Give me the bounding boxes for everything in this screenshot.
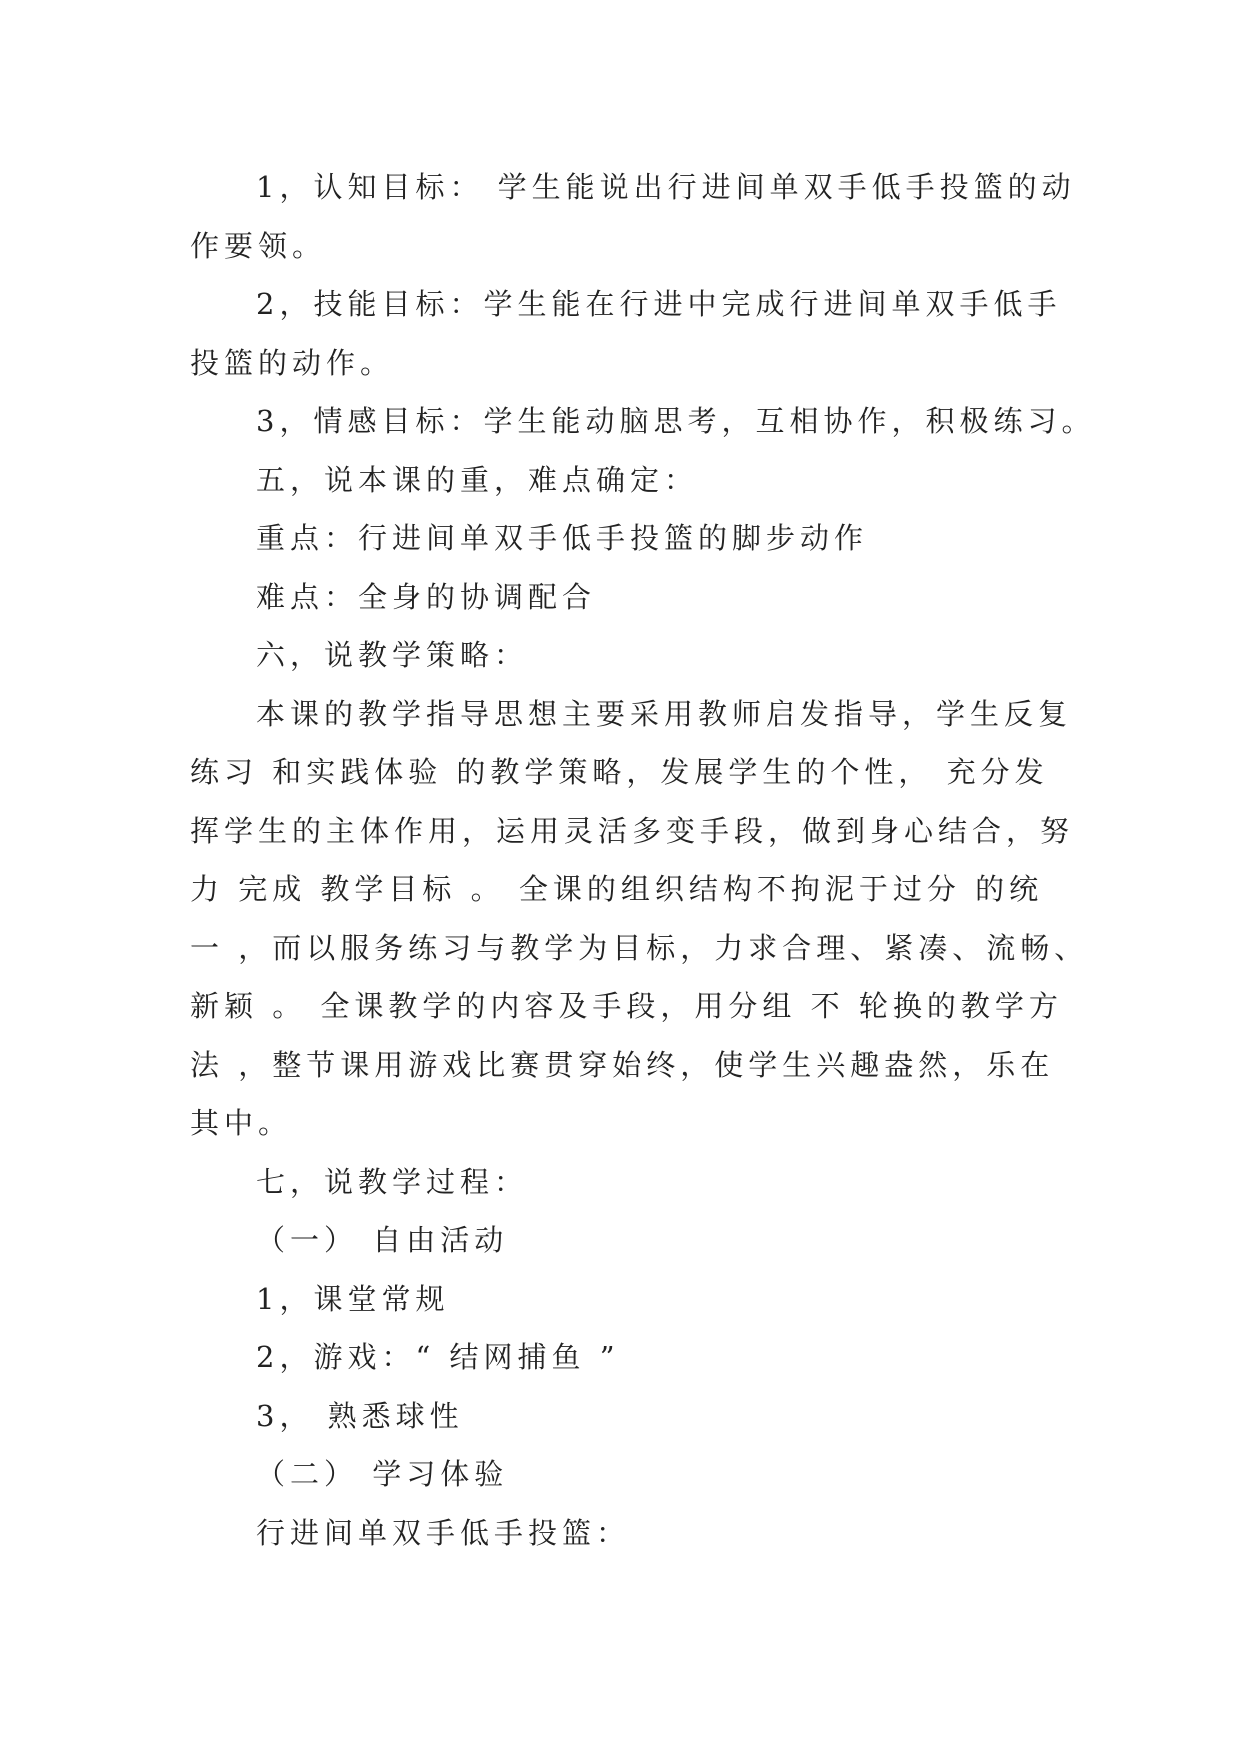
paragraph-line: 2，技能目标：学生能在行进中完成行进间单双手低手 [256, 287, 1062, 321]
subsection-heading: （一） 自由活动 [256, 1223, 509, 1257]
section-heading: 五，说本课的重，难点确定： [256, 462, 699, 497]
document-body [190, 158, 1096, 1562]
paragraph-line: 新颖 。 全课教学的内容及手段，用分组 不 轮换的教学方 [190, 989, 1063, 1023]
paragraph-line: 作要领。 [190, 228, 327, 263]
paragraph-line: 行进间单双手低手投篮： [256, 1515, 631, 1550]
paragraph-line: 3，情感目标：学生能动脑思考，互相协作，积极练习。 [256, 404, 1096, 438]
paragraph-line: 法 ，整节课用游戏比赛贯穿始终，使学生兴趣盎然，乐在 [190, 1047, 1055, 1082]
paragraph-line: 投篮的动作。 [190, 345, 395, 380]
paragraph-line: 本课的教学指导思想主要采用教师启发指导，学生反复 [256, 696, 1073, 731]
section-heading: 七，说教学过程： [256, 1164, 529, 1199]
subsection-heading: （二） 学习体验 [256, 1457, 509, 1491]
list-item: 2，游戏：“ 结网捕鱼 ” [256, 1340, 620, 1374]
paragraph-line: 重点：行进间单双手低手投篮的脚步动作 [256, 521, 869, 555]
paragraph-line: 其中。 [190, 1106, 293, 1140]
paragraph-line: 1，认知目标： 学生能说出行进间单双手低手投篮的动 [256, 170, 1076, 204]
list-item: 3， 熟悉球性 [256, 1398, 464, 1433]
paragraph-line: 练习 和实践体验 的教学策略，发展学生的个性， 充分发 [190, 755, 1049, 789]
paragraph-line: 一 ，而以服务练习与教学为目标，力求合理、紧凑、流畅、 [190, 930, 1089, 965]
list-item: 1，课堂常规 [256, 1281, 450, 1316]
paragraph-line: 力 完成 教学目标 。 全课的组织结构不拘泥于过分 的统 [190, 872, 1044, 906]
section-heading: 六，说教学策略： [256, 638, 529, 672]
paragraph-line: 难点：全身的协调配合 [256, 579, 597, 614]
paragraph-line: 挥学生的主体作用，运用灵活多变手段，做到身心结合，努 [190, 813, 1075, 848]
